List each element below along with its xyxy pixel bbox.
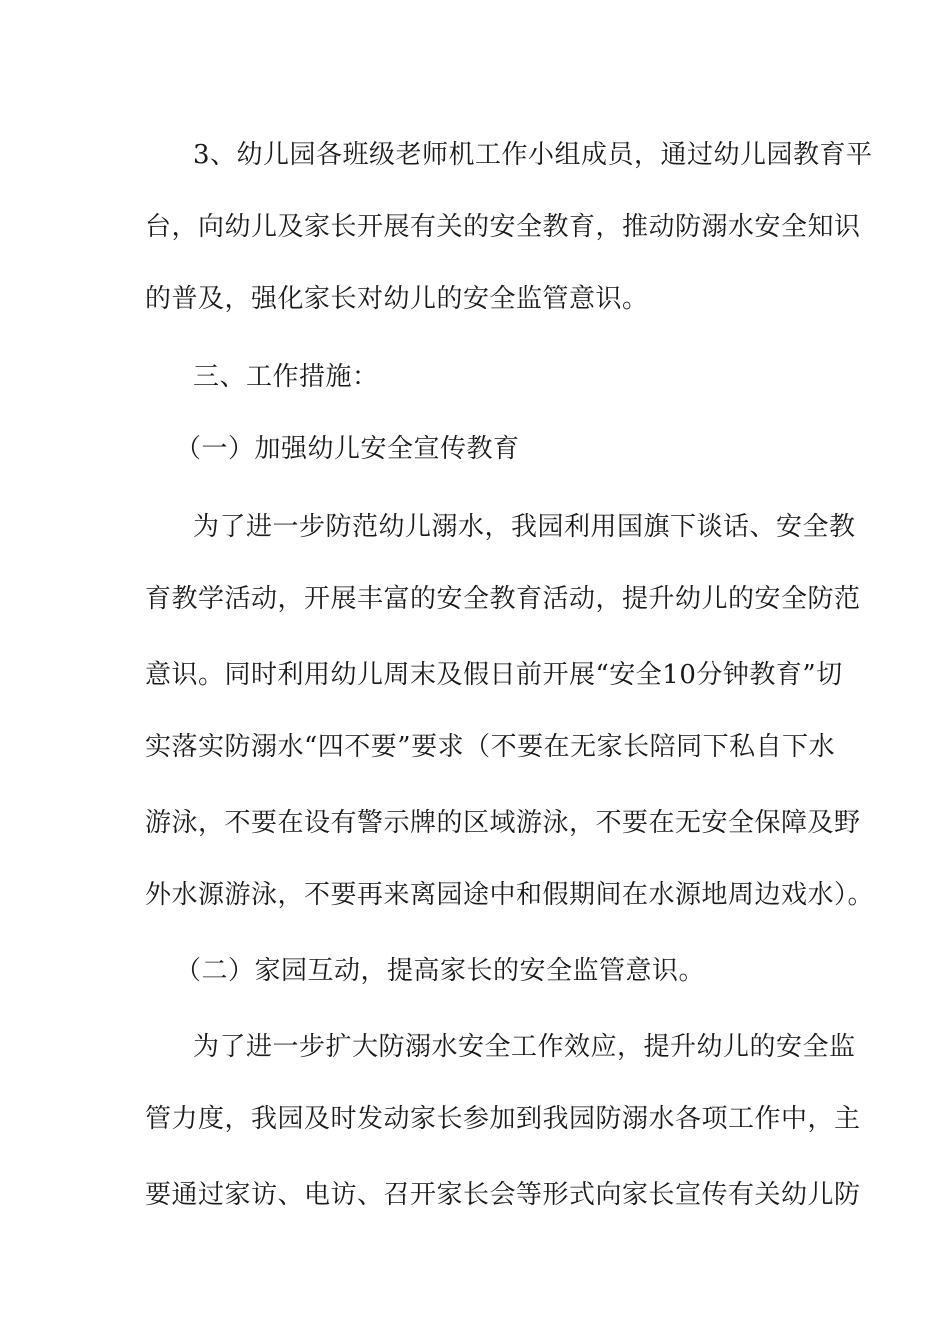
paragraph-a-line-6: 外水源游泳，不要再来离园途中和假期间在水源地周边戏水）。: [145, 880, 875, 910]
subheading-1: （一）加强幼儿安全宣传教育: [175, 434, 520, 464]
paragraph-a-line-1: 为了进一步防范幼儿溺水，我园利用国旗下谈话、安全教: [193, 512, 856, 542]
paragraph-a-line-5: 游泳，不要在设有警示牌的区域游泳，不要在无安全保障及野: [145, 808, 861, 838]
paragraph-3-line-2: 台，向幼儿及家长开展有关的安全教育，推动防溺水安全知识: [145, 212, 861, 242]
paragraph-b-line-1: 为了进一步扩大防溺水安全工作效应，提升幼儿的安全监: [193, 1032, 856, 1062]
paragraph-b-line-2: 管力度，我园及时发动家长参加到我园防溺水各项工作中，主: [145, 1104, 861, 1134]
paragraph-a-line-3: 意识。同时利用幼儿周末及假日前开展“安全10分钟教育”切: [145, 660, 843, 690]
paragraph-a-line-2: 育教学活动，开展丰富的安全教育活动，提升幼儿的安全防范: [145, 584, 861, 614]
paragraph-a-line-4: 实落实防溺水“四不要”要求（不要在无家长陪同下私自下水: [145, 732, 836, 762]
paragraph-3-line-1: 3、幼儿园各班级老师机工作小组成员，通过幼儿园教育平: [193, 140, 873, 170]
subheading-2: （二）家园互动，提高家长的安全监管意识。: [175, 956, 706, 986]
paragraph-3-line-3: 的普及，强化家长对幼儿的安全监管意识。: [145, 284, 649, 314]
section-heading-work-measures: 三、工作措施：: [193, 362, 379, 392]
paragraph-b-line-3: 要通过家访、电访、召开家长会等形式向家长宣传有关幼儿防: [145, 1180, 861, 1210]
